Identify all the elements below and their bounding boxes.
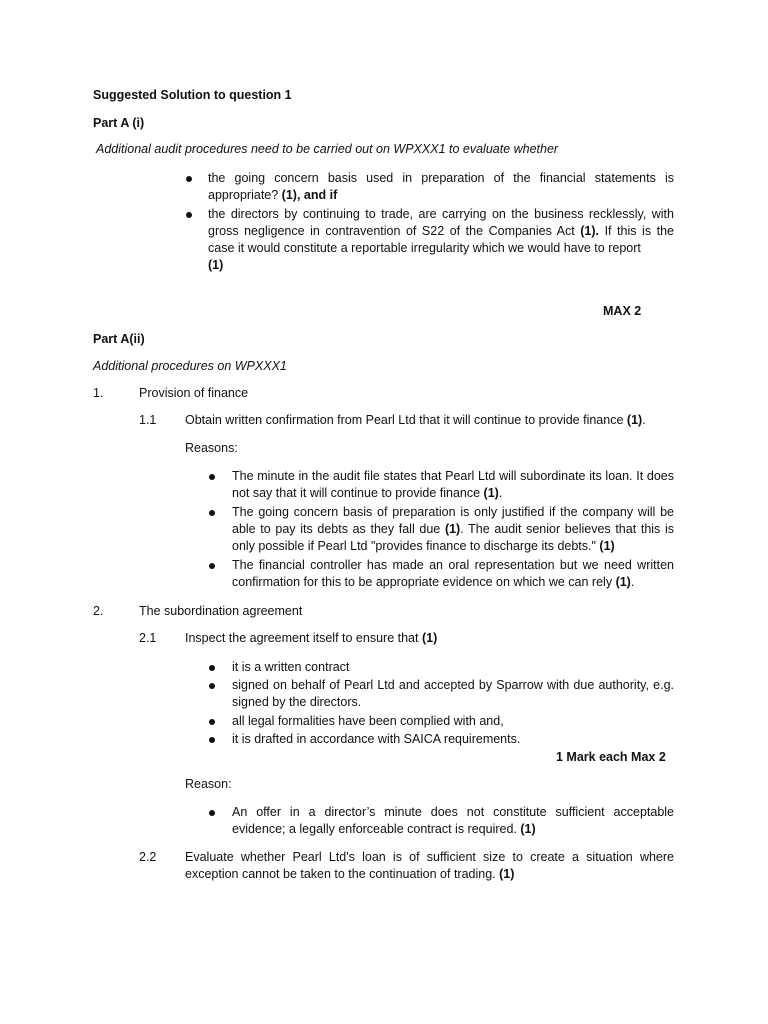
subsection-2-2-mark: (1) — [499, 867, 515, 881]
part-a-i-intro: Additional audit procedures need to be carried out on WPXXX1 to evaluate whether — [96, 142, 559, 156]
reason-1-mark: (1) — [483, 486, 499, 500]
subsection-2-1-text — [185, 630, 437, 647]
subsection-2-2-text — [185, 849, 674, 883]
part-a-ii-intro: Additional procedures on WPXXX1 — [93, 359, 287, 373]
reason-3-mark: (1) — [615, 575, 631, 589]
reason-2-mark-2: (1) — [599, 539, 615, 553]
subsection-1-1-body: Obtain written confirmation from Pearl Ltd that it will continue to provide finance — [185, 413, 624, 427]
section-2-reason-mark: (1) — [520, 822, 536, 836]
reason-1-text: The minute in the audit file states that Pearl Ltd will subordinate its loan. It does not say that it will continue to provide finance — [232, 469, 674, 500]
list-item: it is a written contract — [232, 660, 350, 674]
reason-2-text: The going concern basis of preparation is only justified if the company will be able to pay its debts as they fall due — [232, 505, 674, 536]
part-a-i-max: MAX 2 — [603, 304, 642, 318]
part-a-i-bullet-2 — [208, 206, 674, 274]
bullet-icon — [209, 510, 215, 516]
bullet-icon — [209, 737, 215, 743]
bullet-1-mark: (1), and if — [278, 188, 338, 202]
subsection-2-2-body: Evaluate whether Pearl Ltd's loan is of sufficient size to create a situation where exception cannot be taken to the continuation of trading. — [185, 850, 674, 881]
bullet-icon — [186, 176, 192, 182]
list-item: it is drafted in accordance with SAICA requirements. — [232, 732, 521, 746]
bullet-icon — [209, 665, 215, 671]
document-heading: Suggested Solution to question 1 — [93, 88, 292, 102]
subsection-2-1-mark: (1) — [421, 631, 438, 645]
bullet-icon — [186, 212, 192, 218]
section-2-number: 2. — [93, 604, 104, 618]
subsection-1-1-text: Obtain written confirmation from Pearl Ltd that it will continue to provide finance (1). — [185, 413, 646, 427]
section-1-number: 1. — [93, 386, 104, 400]
reasons-label: Reasons: — [185, 441, 238, 455]
bullet-icon — [209, 563, 215, 569]
reason-2 — [232, 504, 674, 555]
subsection-1-1-mark: (1) — [626, 413, 643, 427]
part-a-ii-label: Part A(ii) — [93, 332, 145, 346]
reason-1: The minute in the audit file states that Pearl Ltd will subordinate its loan. It does not say that it will continue to provide finance (1). — [232, 469, 674, 500]
subsection-2-1-number: 2.1 — [139, 631, 157, 645]
mark-each-note: 1 Mark each Max 2 — [556, 750, 666, 764]
reason-3: The financial controller has made an oral representation but we need written confirmation for this to be appropriate evidence on which we can rely (1). — [232, 558, 674, 589]
reason-2-mark: (1) — [444, 522, 461, 536]
part-a-i-label: Part A (i) — [93, 116, 145, 130]
bullet-icon — [209, 683, 215, 689]
list-item: all legal formalities have been complied with and, — [232, 714, 504, 728]
subsection-1-1-number: 1.1 — [139, 413, 157, 427]
bullet-1-text: the going concern basis used in preparation of the financial statements is appropriate? — [208, 171, 674, 202]
part-a-i-bullet-1 — [208, 170, 674, 204]
bullet-icon — [209, 474, 215, 480]
bullet-2-text: the directors by continuing to trade, are carrying on the business recklessly, with gross negligence in contravention of S22 of the Companies Act — [208, 207, 674, 238]
list-item: signed on behalf of Pearl Ltd and accepted by Sparrow with due authority, e.g. signed by the directors. — [232, 678, 674, 709]
section-2-title: The subordination agreement — [139, 604, 303, 618]
section-2-reason-text: An offer in a director’s minute does not constitute sufficient acceptable evidence; a legally enforceable contract is required. — [232, 805, 674, 836]
subsection-2-2-number: 2.2 — [139, 850, 157, 864]
bullet-icon — [209, 810, 215, 816]
bullet-2-mark-2: (1) — [208, 258, 224, 272]
section-2-reason — [232, 804, 674, 838]
bullet-2-text-2: If this is the case it would constitute a reportable irregularity which we would have to report — [208, 224, 674, 255]
bullet-2-mark-1: (1). — [574, 224, 600, 238]
subsection-2-1-body: Inspect the agreement itself to ensure that — [185, 631, 419, 645]
section-1-title: Provision of finance — [139, 386, 249, 400]
bullet-icon — [209, 719, 215, 725]
reason-3-text: The financial controller has made an oral representation but we need written confirmation for this to be appropriate evidence on which we can rely — [232, 558, 674, 589]
reason-2-text-2: . The audit senior believes that this is only possible if Pearl Ltd "provides finance to discharge its debts." — [232, 522, 674, 553]
reason-label: Reason: — [185, 777, 232, 791]
